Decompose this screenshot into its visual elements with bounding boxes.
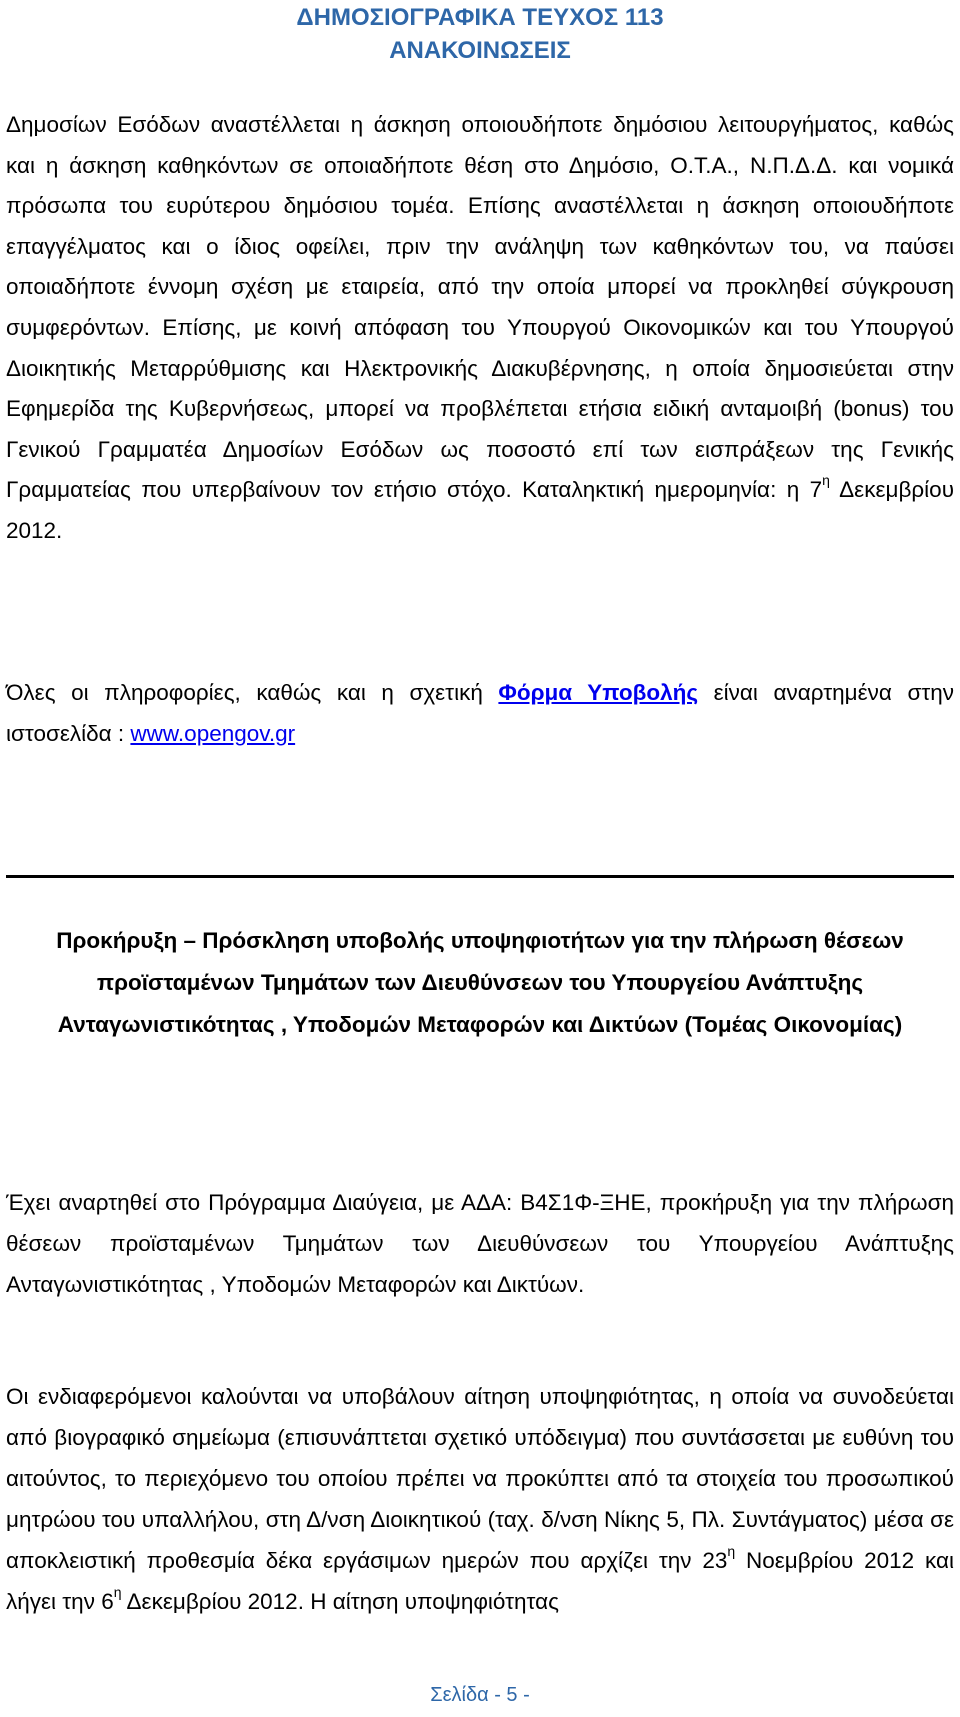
paragraph-text: Νοεμβρίου 2012 και λήγει την 6	[6, 1548, 954, 1614]
section-divider	[6, 875, 954, 878]
paragraph-text: είναι αναρτημένα στην ιστοσελίδα :	[6, 680, 954, 746]
paragraph-application	[6, 1376, 954, 1622]
paragraph-text: Οι ενδιαφερόμενοι καλούνται να υποβάλουν αίτηση υποψηφιότητας, η οποία να συνοδεύεται από βιογραφικό σημείωμα (επισυνάπτεται σχετικό υπόδειγμα) που συντάσσεται με ευθύνη του αιτούντος, το περιεχόμενο του οποίου πρέπει να προκύπτει από τα στοιχεία του προσωπικού μητρώου του υπαλλήλου, στη Δ/νση Διοικητικού (ταχ. δ/νση Νίκης 5, Πλ. Συντάγματος) μέσα σε αποκλειστική προθεσμία δέκα εργάσιμων ημερών που αρχίζει την 23	[6, 1384, 954, 1573]
ordinal-superscript: η	[113, 1584, 122, 1600]
paragraph-info-links	[6, 672, 954, 754]
ordinal-superscript: η	[822, 472, 830, 489]
paragraph-text: Δεκεμβρίου 2012.	[6, 477, 954, 543]
paragraph-text: Όλες οι πληροφορίες, καθώς και η σχετική	[6, 680, 499, 705]
header-section-title: ΑΝΑΚΟΙΝΩΣΕΙΣ	[389, 37, 571, 64]
paragraph-general-secretary	[6, 105, 954, 552]
paragraph-text: Δεκεμβρίου 2012. Η αίτηση υποψηφιότητας	[121, 1589, 559, 1614]
opengov-link[interactable]: www.opengov.gr	[130, 721, 296, 746]
submission-form-link[interactable]: Φόρμα Υποβολής	[498, 680, 699, 705]
ordinal-superscript: η	[727, 1543, 736, 1559]
header-publication-title: ΔΗΜΟΣΙΟΓΡΑΦΙΚΑ ΤΕΥΧΟΣ 113	[296, 4, 664, 31]
paragraph-diavgeia: Έχει αναρτηθεί στο Πρόγραμμα Διαύγεια, με ΑΔΑ: Β4Σ1Φ-ΞΗΕ, προκήρυξη για την πλήρωση θέσεων προϊσταμένων Τμημάτων των Διευθύνσεων του Υπουργείου Ανάπτυξης Ανταγωνιστικότητας , Υποδομών Μεταφορών και Δικτύων.	[6, 1190, 954, 1297]
announcement-title: Προκήρυξη – Πρόσκληση υποβολής υποψηφιοτήτων για την πλήρωση θέσεων προϊσταμένων Τμημάτων των Διευθύνσεων του Υπουργείου Ανάπτυξης Ανταγωνιστικότητας , Υποδομών Μεταφορών και Δικτύων (Τομέας Οικονομίας)	[56, 928, 904, 1037]
page-number-footer: Σελίδα - 5 -	[430, 1684, 530, 1706]
paragraph-text: Δημοσίων Εσόδων αναστέλλεται η άσκηση οποιουδήποτε δημόσιου λειτουργήματος, καθώς και η άσκηση καθηκόντων σε οποιαδήποτε θέση στο Δημόσιο, Ο.Τ.Α., Ν.Π.Δ.Δ. και νομικά πρόσωπα του ευρύτερου δημόσιου τομέα. Επίσης αναστέλλεται η άσκηση οποιουδήποτε επαγγέλματος και ο ίδιος οφείλει, πριν την ανάληψη των καθηκόντων του, να παύσει οποιαδήποτε έννομη σχέση με εταιρεία, από την οποία μπορεί να προκληθεί σύγκρουση συμφερόντων. Επίσης, με κοινή απόφαση του Υπουργού Οικονομικών και του Υπουργού Διοικητικής Μεταρρύθμισης και Ηλεκτρονικής Διακυβέρνησης, η οποία δημοσιεύεται στην Εφημερίδα της Κυβερνήσεως, μπορεί να προβλέπεται ετήσια ειδική ανταμοιβή (bonus) του Γενικού Γραμματέα Δημοσίων Εσόδων ως ποσοστό επί των εισπράξεων της Γενικής Γραμματείας που υπερβαίνουν τον ετήσιο στόχο. Καταληκτική ημερομηνία: η 7	[6, 112, 954, 503]
